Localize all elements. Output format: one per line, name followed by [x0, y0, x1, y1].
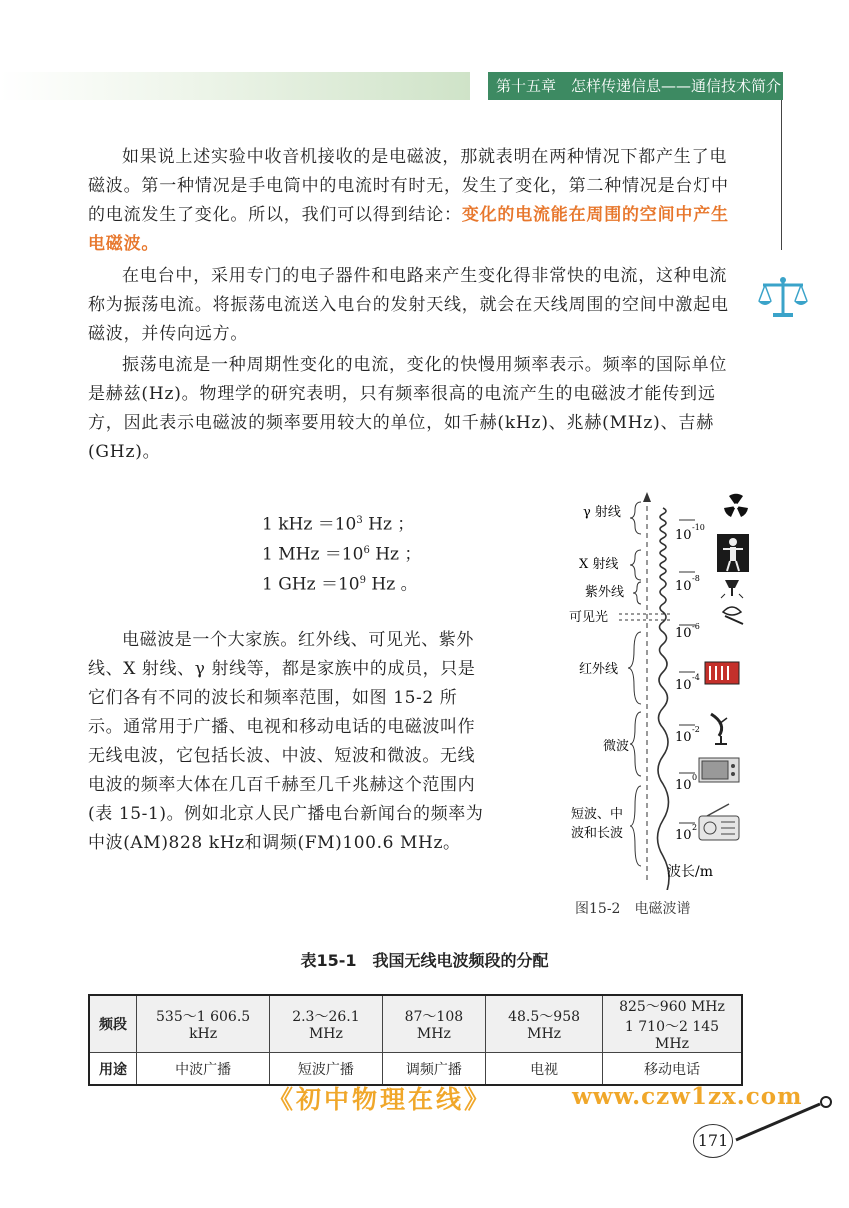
band-cell-mobile	[602, 995, 742, 1053]
paragraph-1-text: 如果说上述实验中收音机接收的是电磁波，那就表明在两种情况下都产生了电磁波。第一种情况是手电筒中的电流时有时无，发生了变化，第二种情况是台灯中的电流发生了变化。所以，我们可以得到结论：	[88, 147, 729, 225]
heater-icon	[705, 662, 739, 684]
tick-exp: -6	[692, 622, 700, 631]
tick-exp: -2	[692, 725, 700, 734]
formula-rhs: Hz ；	[362, 514, 415, 535]
magnifier-icon	[728, 1096, 838, 1146]
formula-exp: 3	[356, 515, 363, 526]
band-label-visible: 可见光	[569, 610, 609, 625]
page-number: 171	[693, 1124, 733, 1158]
use-cell: 移动电话	[602, 1053, 742, 1086]
band-cell: 87～108 MHz	[382, 995, 486, 1053]
tick-exp: -4	[692, 673, 700, 682]
balance-scale-icon	[757, 275, 809, 319]
header-band	[0, 72, 470, 100]
radiation-icon	[723, 494, 749, 518]
tick-label: 10	[675, 730, 692, 745]
tick-label: 10	[675, 626, 692, 641]
watermark-logo: 《初中物理在线》	[268, 1085, 493, 1114]
use-cell: 中波广播	[137, 1053, 270, 1086]
microwave-oven-icon	[699, 758, 739, 782]
band-cell: 48.5～958 MHz	[486, 995, 603, 1053]
figure-caption: 图15-2 电磁波谱	[575, 901, 691, 917]
tick-exp: -10	[692, 523, 705, 532]
em-spectrum-diagram	[555, 490, 815, 890]
tick-label: 10	[675, 828, 692, 843]
band-line-2: 1 710～2 145 MHz	[624, 1019, 720, 1052]
row-header-use: 用途	[89, 1053, 137, 1086]
formula-khz	[262, 506, 414, 540]
row-header-band: 频段	[89, 995, 137, 1053]
use-cell: 调频广播	[382, 1053, 486, 1086]
band-line-1: 825～960 MHz	[619, 999, 725, 1015]
axis-arrow-icon	[643, 492, 651, 502]
paragraph-1	[88, 143, 743, 259]
tick-label: 10	[675, 528, 692, 543]
band-label-uv: 紫外线	[585, 585, 625, 600]
band-label-radio-2: 波和长波	[571, 826, 624, 841]
band-label-radio-1: 短波、中	[571, 807, 624, 822]
satellite-dish-icon	[711, 714, 727, 744]
use-cell: 电视	[486, 1053, 603, 1086]
formula-mhz	[262, 536, 421, 570]
margin-rule	[781, 100, 782, 250]
tick-label: 10	[675, 778, 692, 793]
brace-uv	[633, 582, 641, 604]
band-cell: 2.3～26.1 MHz	[270, 995, 382, 1053]
brace-radio	[630, 786, 641, 866]
formula-lhs: 1 GHz ＝10	[262, 574, 360, 595]
axis-label-wavelength: 波长/m	[667, 864, 713, 880]
formula-lhs: 1 MHz ＝10	[262, 544, 364, 565]
brace-microwave	[630, 712, 641, 776]
use-cell: 短波广播	[270, 1053, 382, 1086]
formula-rhs: Hz 。	[366, 574, 418, 595]
tick-label: 10	[675, 579, 692, 594]
paragraph-4: 电磁波是一个大家族。红外线、可见光、紫外线、X 射线、γ 射线等，都是家族中的成员，只是它们各有不同的波长和频率范围，如图 15-2 所示。通常用于广播、电视和移动电话的电磁波叫作无线电波，它包括长波、中波、短波和微波。无线电波的频率大体在几百千赫至几千兆赫这个范围内(表 15-1)。例如北京人民广播电台新闻台的频率为中波(AM)828 kHz和调频(FM)100.6 MHz。	[88, 630, 484, 853]
table-row-bands	[89, 995, 742, 1053]
frequency-allocation-table	[88, 994, 743, 1086]
formula-rhs: Hz ；	[369, 544, 422, 565]
formula-exp: 9	[359, 575, 366, 586]
watermark-url: www.czw1zx.com	[572, 1083, 803, 1110]
tick-exp: -8	[692, 574, 700, 583]
table-title: 表15-1 我国无线电波频段的分配	[300, 951, 549, 970]
band-label-xray: X 射线	[579, 557, 619, 572]
tick-exp: 2	[692, 823, 698, 832]
band-label-infrared: 红外线	[579, 662, 619, 677]
formula-lhs: 1 kHz ＝10	[262, 514, 357, 535]
band-cell: 535～1 606.5 kHz	[137, 995, 270, 1053]
tick-exp: 0	[692, 773, 698, 782]
paragraph-2: 在电台中，采用专门的电子器件和电路来产生变化得非常快的电流，这种电流称为振荡电流。将振荡电流送入电台的发射天线，就会在天线周围的空间中激起电磁波，并传向远方。	[88, 266, 729, 344]
uv-lamp-icon	[721, 580, 743, 598]
brace-xray	[630, 550, 641, 580]
formula-ghz	[262, 566, 418, 600]
eye-light-icon	[723, 607, 743, 624]
band-label-microwave: 微波	[603, 739, 630, 754]
paragraph-3: 振荡电流是一种周期性变化的电流，变化的快慢用频率表示。频率的国际单位是赫兹(Hz)。物理学的研究表明，只有频率很高的电流产生的电磁波才能传到远方，因此表示电磁波的频率要用较大的单位，如千赫(kHz)、兆赫(MHz)、吉赫(GHz)。	[88, 355, 728, 462]
chapter-header: 第十五章 怎样传递信息——通信技术简介	[488, 72, 783, 100]
brace-infrared	[628, 632, 641, 704]
wave-curve	[657, 508, 669, 890]
wavelength-ticks	[675, 520, 705, 843]
radio-icon	[699, 804, 739, 840]
formula-exp: 6	[363, 545, 370, 556]
band-label-gamma: γ 射线	[583, 505, 621, 520]
xray-body-icon	[717, 534, 749, 572]
conclusion-highlight: 变化的电流能在周围的空间中产生电磁波。	[88, 205, 729, 254]
tick-label: 10	[675, 678, 692, 693]
brace-gamma	[630, 502, 641, 534]
